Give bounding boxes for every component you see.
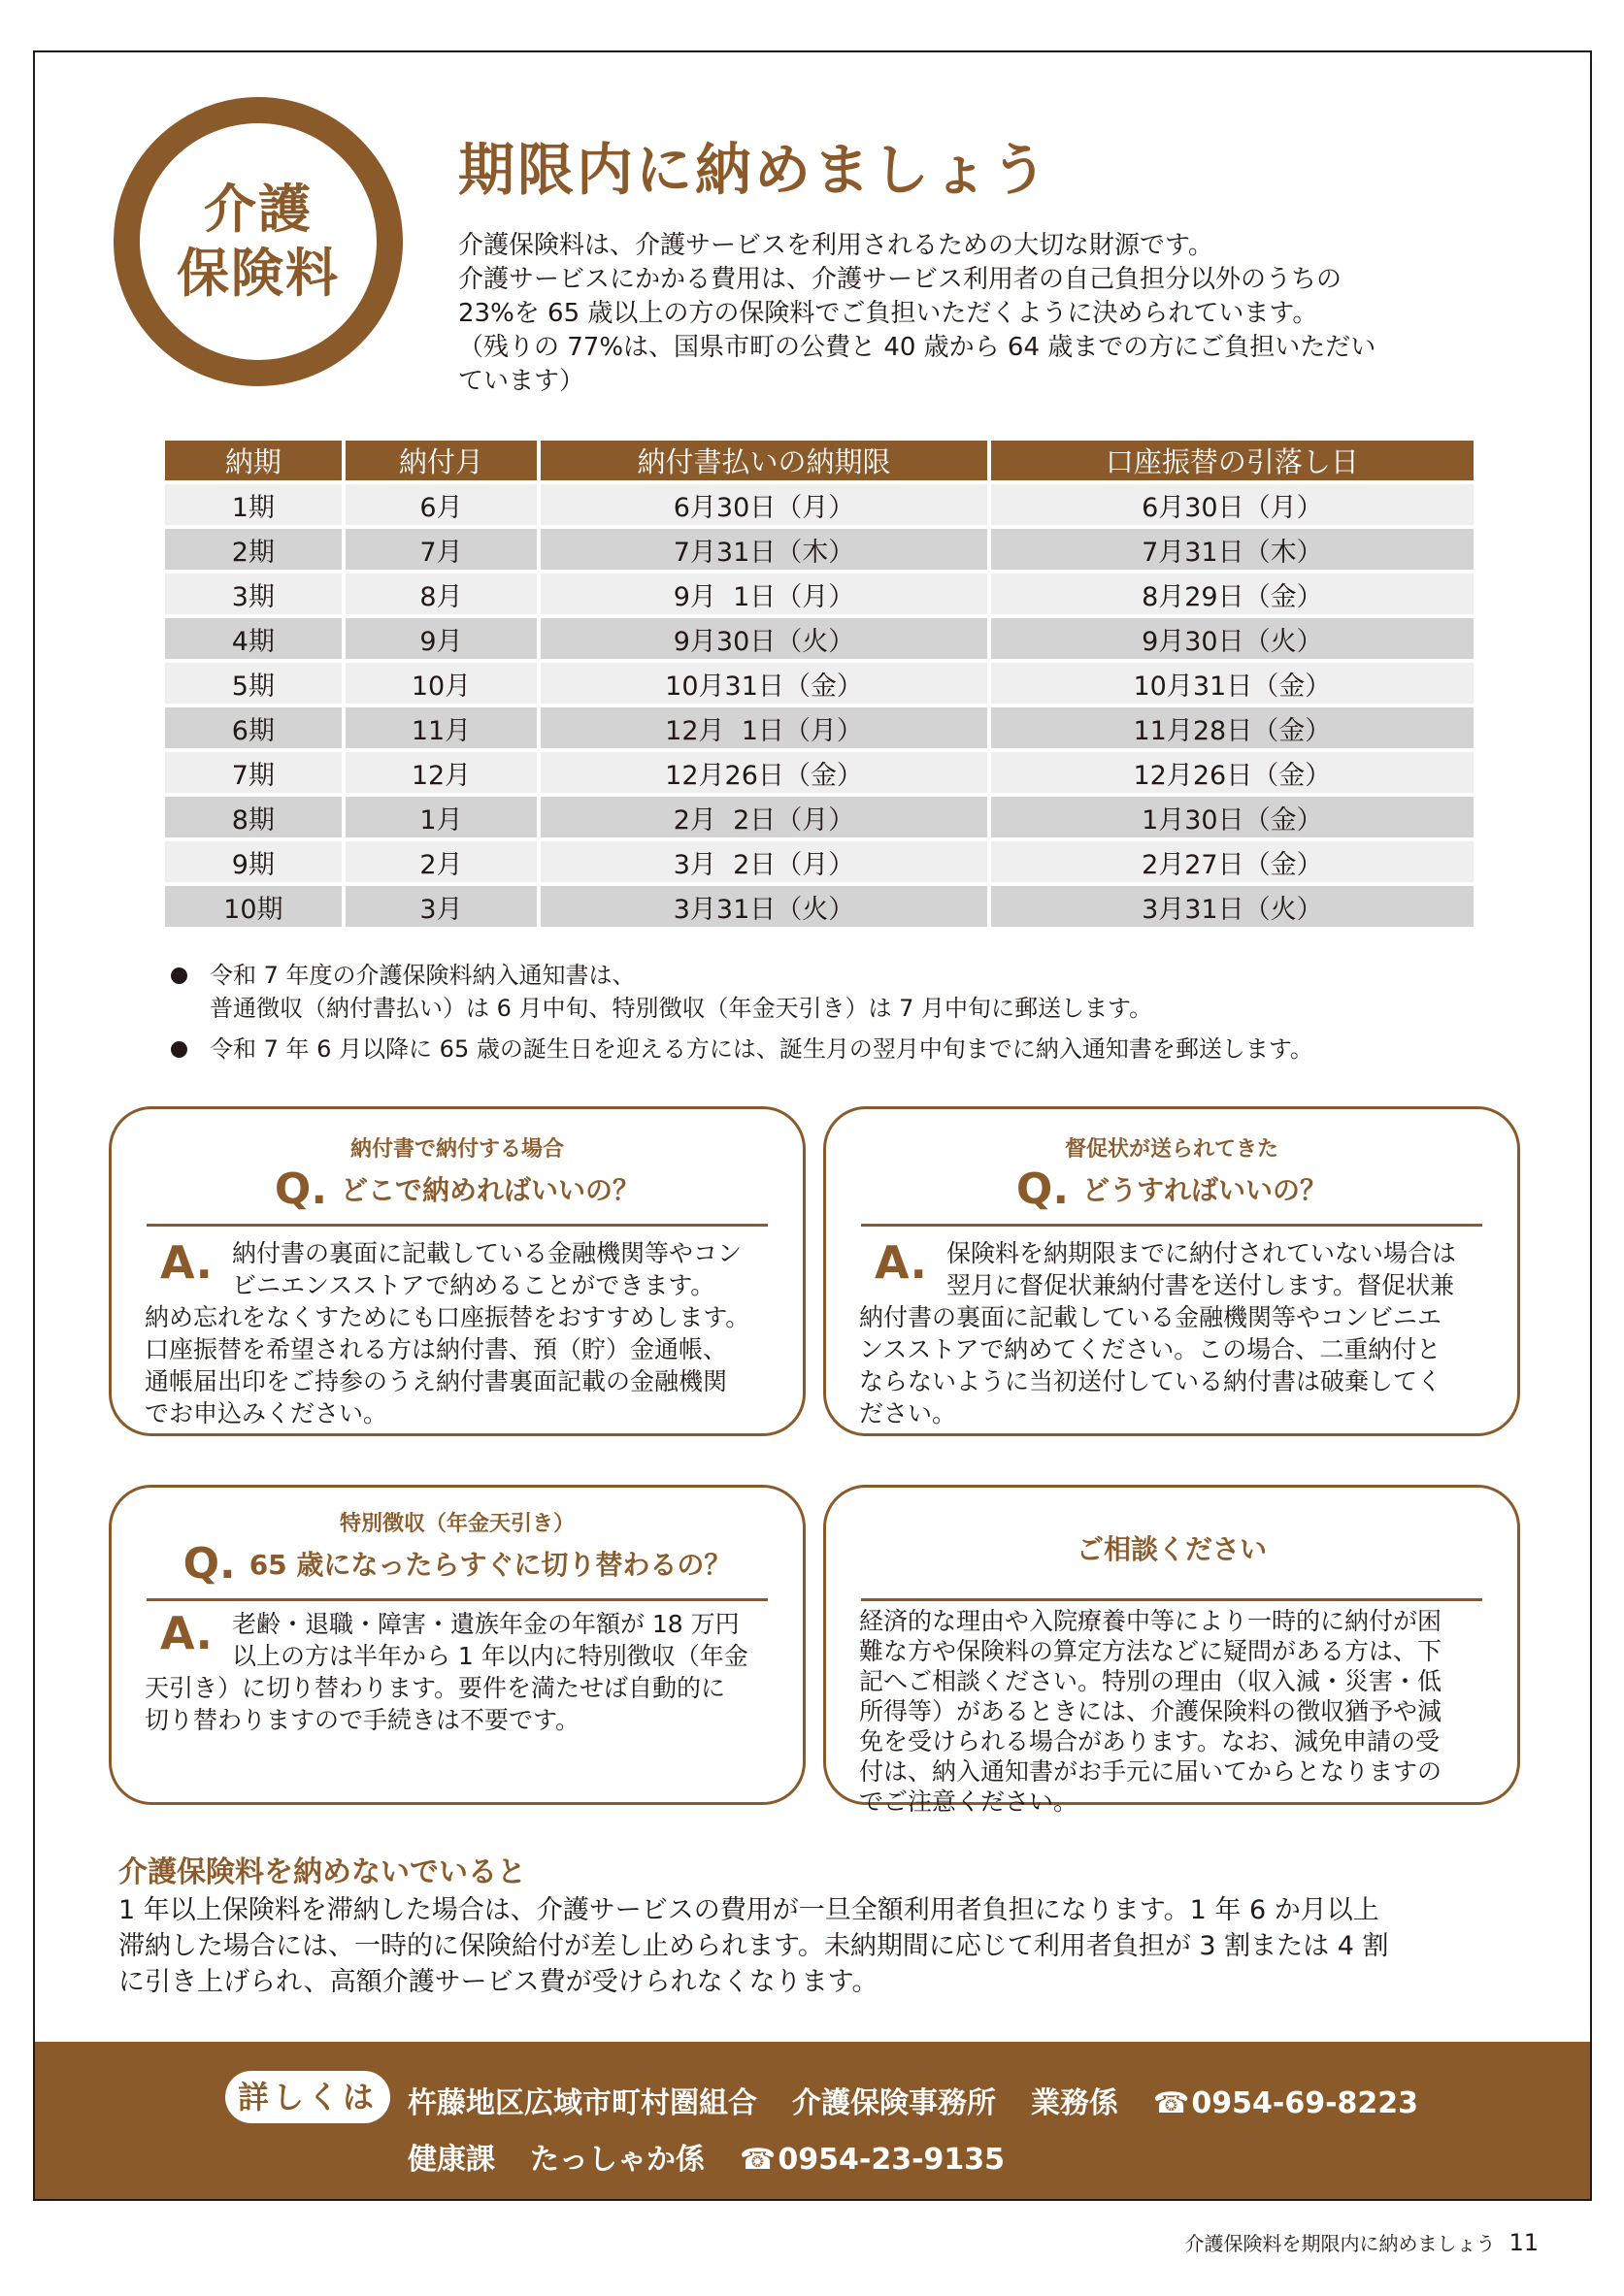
table-cell: 6期	[165, 707, 342, 748]
qa-box-payment-slip	[109, 1106, 806, 1436]
answer-line: 納め忘れをなくすためにも口座振替をおすすめします。	[145, 1303, 750, 1331]
table-cell: 9月30日（火）	[541, 618, 986, 659]
payment-schedule-table	[161, 437, 1477, 931]
contact-line-1	[408, 2079, 1418, 2121]
consult-header	[826, 1526, 1517, 1567]
answer-mark: A.	[160, 1236, 213, 1289]
warning-title: 介護保険料を納めないでいると	[118, 1855, 526, 1889]
answer-line: 納付書の裏面に記載している金融機関等やコンビニエ	[859, 1303, 1442, 1331]
answer-line: ビニエンスストアで納めることができます。	[231, 1271, 715, 1299]
intro-text	[458, 229, 1497, 399]
question-subtitle: 督促状が送られてきた	[1064, 1137, 1278, 1162]
answer-body	[145, 1608, 774, 1736]
section-name: 業務係	[1031, 2086, 1118, 2120]
answer-line: 以上の方は半年から 1 年以内に特別徴収（年金	[231, 1642, 748, 1670]
consult-line: 記へご相談ください。特別の理由（収入減・災害・低	[859, 1667, 1442, 1695]
table-cell: 12月	[346, 752, 538, 793]
question-header	[826, 1132, 1517, 1214]
table-cell: 11月28日（金）	[991, 707, 1474, 748]
details-label: 詳しくは	[225, 2071, 390, 2123]
table-cell: 8期	[165, 797, 342, 837]
table-cell: 1月	[346, 797, 538, 837]
table-row	[165, 841, 1474, 882]
intro-line: 介護サービスにかかる費用は、介護サービス利用者の自己負担分以外のうちの	[458, 265, 1342, 294]
section-name: たっしゃか係	[530, 2143, 705, 2177]
table-cell: 9月 1日（月）	[541, 574, 986, 614]
table-cell: 1月30日（金）	[991, 797, 1474, 837]
table-cell: 12月26日（金）	[991, 752, 1474, 793]
phone-icon: ☎	[740, 2143, 777, 2177]
table-cell: 5期	[165, 663, 342, 704]
question-subtitle: 特別徴収（年金天引き）	[339, 1512, 575, 1536]
table-cell: 6月	[346, 484, 538, 525]
notes	[171, 959, 1530, 1073]
table-cell: 3期	[165, 574, 342, 614]
answer-line: 保険料を納期限までに納付されていない場合は	[945, 1239, 1456, 1267]
warning-line: 滞納した場合には、一時的に保険給付が差し止められます。未納期間に応じて利用者負担が 3 割または 4 割	[118, 1931, 1389, 1961]
answer-line: ならないように当初送付している納付書は破棄してく	[859, 1367, 1442, 1395]
table-row	[165, 663, 1474, 704]
consult-line: 免を受けられる場合があります。なお、減免申請の受	[859, 1727, 1441, 1755]
consult-line: 付は、納入通知書がお手元に届いてからとなりますの	[859, 1757, 1442, 1786]
table-cell: 7月	[346, 529, 538, 570]
question-text: どうすればいいの？	[1082, 1174, 1328, 1206]
table-cell: 11月	[346, 707, 538, 748]
divider	[861, 1224, 1482, 1227]
answer-line: でお申込みください。	[145, 1399, 388, 1427]
answer-line: 天引き）に切り替わります。要件を満たせば自動的に	[145, 1674, 726, 1702]
kaigo-hokenryo-badge	[114, 97, 403, 386]
intro-line: 23%を 65 歳以上の方の保険料でご負担いただくように決められています。	[458, 299, 1318, 328]
table-cell: 7月31日（木）	[541, 529, 986, 570]
table-row	[165, 484, 1474, 525]
consult-line: 難な方や保険料の算定方法などに疑問がある方は、下	[859, 1637, 1442, 1665]
answer-line: 納付書の裏面に記載している金融機関等やコン	[231, 1239, 742, 1267]
qa-box-reminder	[823, 1106, 1520, 1436]
page-title: 期限内に納めましょう	[458, 137, 1051, 203]
phone-icon: ☎	[1153, 2086, 1190, 2120]
table-row	[165, 886, 1474, 927]
table-row	[165, 618, 1474, 659]
table-cell: 7月31日（木）	[991, 529, 1474, 570]
table-cell: 10月	[346, 663, 538, 704]
table-cell: 6月30日（月）	[541, 484, 986, 525]
contact-footer	[35, 2042, 1590, 2199]
table-cell: 9月	[346, 618, 538, 659]
dept-name: 健康課	[408, 2143, 495, 2177]
answer-line: 老齢・退職・障害・遺族年金の年額が 18 万円	[231, 1610, 740, 1638]
table-cell: 7期	[165, 752, 342, 793]
table-cell: 3月 2日（月）	[541, 841, 986, 882]
table-cell: 3月31日（火）	[541, 886, 986, 927]
table-row	[165, 752, 1474, 793]
question-header	[112, 1507, 803, 1589]
consult-body	[859, 1606, 1488, 1817]
consult-line: でご注意ください。	[859, 1788, 1078, 1816]
question-line	[112, 1539, 803, 1589]
consult-line: 所得等）があるときには、介護保険料の徴収猶予や減	[859, 1697, 1442, 1725]
question-text: 65 歳になったらすぐに切り替わるの？	[249, 1549, 732, 1581]
question-mark: Q.	[182, 1539, 236, 1589]
table-cell: 4期	[165, 618, 342, 659]
page-caption: 介護保険料を期限内に納めましょう	[1184, 2232, 1496, 2255]
table-row	[165, 797, 1474, 837]
page-number: 11	[1508, 2229, 1539, 2256]
table-cell: 12月26日（金）	[541, 752, 986, 793]
qa-box-special-collection	[109, 1485, 806, 1805]
table-cell: 2月 2日（月）	[541, 797, 986, 837]
answer-body	[145, 1237, 774, 1429]
table-cell: 1期	[165, 484, 342, 525]
table-cell: 8月	[346, 574, 538, 614]
contact-line-2	[408, 2135, 1005, 2178]
question-mark: Q.	[274, 1164, 328, 1214]
divider	[147, 1224, 768, 1227]
note-item	[171, 1033, 1530, 1066]
org-name: 杵藤地区広域市町村圏組合	[408, 2086, 757, 2120]
office-name: 介護保険事務所	[792, 2086, 996, 2120]
answer-line: 通帳届出印をご持参のうえ納付書裏面記載の金融機関	[145, 1367, 728, 1395]
answer-line: ンスストアで納めてください。この場合、二重納付と	[859, 1335, 1442, 1363]
question-subtitle: 納付書で納付する場合	[349, 1137, 564, 1162]
divider	[147, 1598, 768, 1601]
warning-body	[118, 1892, 1516, 2000]
answer-body	[859, 1237, 1488, 1429]
table-body	[165, 484, 1474, 927]
intro-line: （残りの 77%は、国県市町の公費と 40 歳から 64 歳までの方にご負担いただい	[458, 333, 1376, 362]
note-item	[171, 959, 1530, 1025]
badge-line2: 保険料	[177, 243, 340, 304]
question-line	[826, 1164, 1517, 1214]
consult-box	[823, 1485, 1520, 1816]
header-bill-deadline: 納付書払いの納期限	[541, 441, 986, 480]
intro-line: 介護保険料は、介護サービスを利用されるための大切な財源です。	[458, 231, 1213, 260]
table-row	[165, 529, 1474, 570]
header-noufu-month: 納付月	[346, 441, 538, 480]
table-cell: 10月31日（金）	[541, 663, 986, 704]
question-header	[112, 1132, 803, 1214]
table-row	[165, 707, 1474, 748]
divider	[861, 1598, 1482, 1601]
warning-line: 1 年以上保険料を滞納した場合は、介護サービスの費用が一旦全額利用者負担になります。1 年 6 か月以上	[118, 1895, 1379, 1925]
page-footer	[1184, 2228, 1539, 2256]
table-cell: 10月31日（金）	[991, 663, 1474, 704]
answer-line: 口座振替を希望される方は納付書、預（貯）金通帳、	[145, 1335, 728, 1363]
question-text: どこで納めればいいの？	[341, 1174, 641, 1206]
phone-number[interactable]: 0954-69-8223	[1191, 2086, 1419, 2120]
note-line: 令和 7 年度の介護保険料納入通知書は、	[210, 962, 636, 989]
warning-line: に引き上げられ、高額介護サービス費が受けられなくなります。	[118, 1967, 878, 1997]
note-line: 令和 7 年 6 月以降に 65 歳の誕生日を迎える方には、誕生月の翌月中旬までに納入通知書を郵送します。	[210, 1035, 1313, 1063]
table-cell: 2月	[346, 841, 538, 882]
answer-line: 切り替わりますので手続きは不要です。	[145, 1706, 580, 1734]
table-cell: 8月29日（金）	[991, 574, 1474, 614]
table-cell: 2期	[165, 529, 342, 570]
answer-line: ださい。	[859, 1399, 957, 1427]
intro-line: ています）	[458, 367, 585, 396]
table-header-row	[165, 441, 1474, 480]
header-nouki: 納期	[165, 441, 342, 480]
table-cell: 6月30日（月）	[991, 484, 1474, 525]
table-cell: 3月	[346, 886, 538, 927]
bullet-icon	[171, 968, 187, 984]
answer-line: 翌月に督促状兼納付書を送付します。督促状兼	[945, 1271, 1454, 1299]
badge-line1: 介護	[204, 179, 313, 240]
consult-line: 経済的な理由や入院療養中等により一時的に納付が困	[859, 1607, 1442, 1635]
table-cell: 2月27日（金）	[991, 841, 1474, 882]
note-line: 普通徴収（納付書払い）は 6 月中旬、特別徴収（年金天引き）は 7 月中旬に郵送します。	[210, 995, 1153, 1022]
answer-mark: A.	[160, 1607, 213, 1659]
phone-number[interactable]: 0954-23-9135	[778, 2143, 1006, 2177]
bullet-icon	[171, 1041, 187, 1058]
consult-title: ご相談ください	[1076, 1533, 1267, 1565]
table-cell: 12月 1日（月）	[541, 707, 986, 748]
header-debit-date: 口座振替の引落し日	[991, 441, 1474, 480]
table-cell: 9期	[165, 841, 342, 882]
question-mark: Q.	[1015, 1164, 1070, 1214]
answer-mark: A.	[875, 1236, 927, 1289]
table-cell: 9月30日（火）	[991, 618, 1474, 659]
table-row	[165, 574, 1474, 614]
question-line	[112, 1164, 803, 1214]
table-cell: 3月31日（火）	[991, 886, 1474, 927]
table-cell: 10期	[165, 886, 342, 927]
